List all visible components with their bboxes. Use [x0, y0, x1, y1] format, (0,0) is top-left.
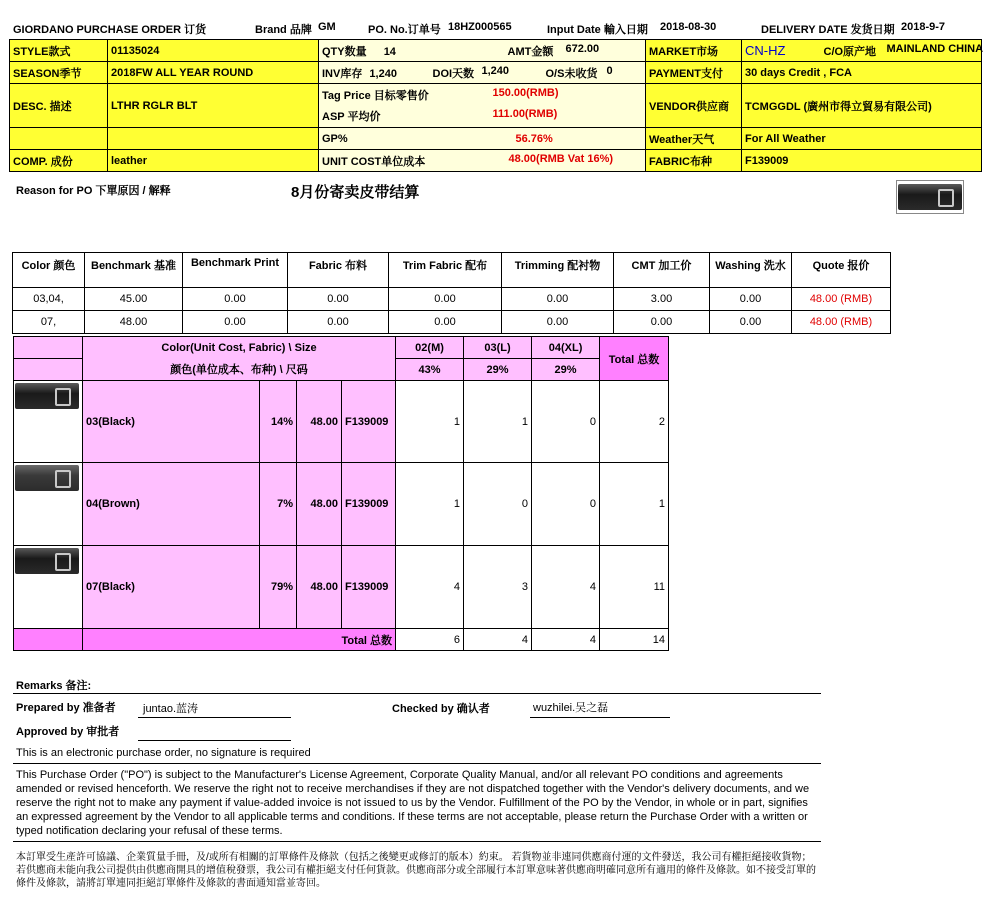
inv-label: INV库存	[322, 67, 363, 80]
inv-value: 1,240	[369, 67, 397, 80]
size-pct-l: 29%	[464, 359, 532, 381]
size-header-xl: 04(XL)	[532, 337, 600, 359]
header-benchmark: Benchmark 基准	[85, 253, 183, 288]
cell-cmt: 3.00	[614, 288, 710, 311]
cell-fabric: 0.00	[288, 311, 389, 334]
unitcost-cell	[319, 150, 646, 172]
cell-trim-fabric: 0.00	[389, 311, 502, 334]
size-total-row	[14, 629, 669, 651]
weather-value: For All Weather	[742, 128, 982, 150]
header-cmt: CMT 加工价	[614, 253, 710, 288]
po-number-label: PO. No.订单号	[368, 24, 441, 36]
brand-label: Brand 品牌	[255, 24, 312, 36]
po-number-value: 18HZ000565	[448, 21, 512, 33]
qty-l: 0	[464, 463, 532, 546]
tag-price-cell	[319, 84, 646, 106]
cell-benchmark: 45.00	[85, 288, 183, 311]
cell-quote: 48.00 (RMB)	[792, 288, 891, 311]
total-m: 6	[396, 629, 464, 651]
divider	[13, 693, 821, 694]
cell-benchmark: 48.00	[85, 311, 183, 334]
signature-line	[530, 717, 670, 718]
color-name: 03(Black)	[83, 381, 260, 463]
delivery-date-value: 2018-9-7	[901, 21, 946, 33]
tag-price-label: Tag Price 目标零售价	[322, 89, 429, 102]
style-value: 01135024	[108, 40, 319, 62]
cell-color: 07,	[13, 311, 85, 334]
electronic-note: This is an electronic purchase order, no signature is required	[16, 747, 311, 759]
style-label: STYLE款式	[10, 40, 108, 62]
header-trim-fabric: Trim Fabric 配布	[389, 253, 502, 288]
checked-value: wuzhilei.吴之磊	[533, 702, 609, 714]
comp-label: COMP. 成份	[10, 150, 108, 172]
doi-value: 1,240	[481, 64, 510, 77]
qty-total: 11	[600, 546, 669, 629]
unitcost-value: 48.00(RMB Vat 16%)	[508, 152, 614, 165]
asp-value: 111.00(RMB)	[492, 108, 558, 121]
qty-l: 3	[464, 546, 532, 629]
qty-l: 1	[464, 381, 532, 463]
market-origin-cell	[742, 40, 982, 62]
weather-label: Weather天气	[646, 128, 742, 150]
cell-washing: 0.00	[710, 311, 792, 334]
season-label: SEASON季节	[10, 62, 108, 84]
delivery-date-label: DELIVERY DATE 发货日期	[761, 24, 895, 36]
remarks-label: Remarks 备注:	[16, 680, 92, 692]
divider	[13, 763, 821, 764]
belt-image	[898, 184, 962, 210]
reason-label: Reason for PO 下單原因 / 解释	[16, 185, 171, 197]
color-image-cell	[14, 546, 83, 629]
size-header-total: Total 总数	[600, 337, 669, 381]
qty-xl: 4	[532, 546, 600, 629]
header-color: Color 颜色	[13, 253, 85, 288]
terms-english: This Purchase Order ("PO") is subject to the Manufacturer's License Agreement, Corporate Quality Manual, and/or all relevant PO conditions and agreements amended or revised henceforth. We reserve the right not to receive merchandises if they are not dispatched together with the Vendor's delivery documents, and we reserve the right not to make any payment if value-added invoice is not issued to us by the Vendor. Fulfillment of the PO by the Vendor, in whole or in part, signifies an expressed agreement by the Vendor to all applicable terms and conditions. If these terms are not acceptable, please return the Purchase Order with a written or typed notification declaring your refusal of these terms.	[16, 769, 810, 837]
size-row	[14, 381, 669, 463]
size-row	[14, 463, 669, 546]
cell-fabric: 0.00	[288, 288, 389, 311]
cell-trimming: 0.00	[502, 311, 614, 334]
input-date-label: Input Date 輸入日期	[547, 24, 648, 36]
vendor-label: VENDOR供应商	[646, 84, 742, 128]
signature-line	[138, 740, 291, 741]
desc-label: DESC. 描述	[10, 84, 108, 128]
header-trimming: Trimming 配衬物	[502, 253, 614, 288]
header-quote: Quote 报价	[792, 253, 891, 288]
reason-value: 8月份寄卖皮带结算	[291, 184, 420, 201]
header-fabric: Fabric 布料	[288, 253, 389, 288]
prepared-label: Prepared by 准备者	[16, 702, 116, 714]
os-label: O/S未收货	[545, 67, 598, 80]
os-value: 0	[606, 64, 613, 77]
qty-amt-cell	[319, 40, 646, 62]
color-cost: 48.00	[297, 463, 342, 546]
info-table	[9, 39, 982, 172]
header-washing: Washing 洗水	[710, 253, 792, 288]
cell-washing: 0.00	[710, 288, 792, 311]
amt-label: AMT金额	[507, 45, 554, 58]
blank-label	[10, 128, 108, 150]
comp-value: leather	[108, 150, 319, 172]
qty-value: 14	[383, 45, 396, 58]
signature-line	[138, 717, 291, 718]
color-image-cell	[14, 381, 83, 463]
fabric-value: F139009	[742, 150, 982, 172]
color-pct: 14%	[260, 381, 297, 463]
qty-total: 1	[600, 463, 669, 546]
approved-label: Approved by 审批者	[16, 726, 120, 738]
size-header-m: 02(M)	[396, 337, 464, 359]
cell-cmt: 0.00	[614, 311, 710, 334]
divider	[13, 841, 821, 842]
qty-m: 4	[396, 546, 464, 629]
size-header-l: 03(L)	[464, 337, 532, 359]
vendor-value: TCMGGDL (廣州市得立貿易有限公司)	[742, 84, 982, 128]
total-blank	[14, 629, 83, 651]
market-label: MARKET市场	[646, 40, 742, 62]
blank-value	[108, 128, 319, 150]
qty-m: 1	[396, 381, 464, 463]
size-header-blank	[14, 359, 83, 381]
asp-label: ASP 平均价	[322, 111, 381, 124]
po-title: GIORDANO PURCHASE ORDER 订货	[13, 24, 207, 36]
size-header-blank	[14, 337, 83, 359]
header-benchmark-print: Benchmark Print	[183, 253, 288, 288]
prepared-value: juntao.蓝涛	[143, 703, 199, 715]
gp-value: 56.76%	[515, 132, 553, 145]
color-cost: 48.00	[297, 546, 342, 629]
inv-cell	[319, 62, 646, 84]
total-label: Total 总数	[83, 629, 396, 651]
cost-table	[12, 252, 891, 334]
total-l: 4	[464, 629, 532, 651]
size-pct-xl: 29%	[532, 359, 600, 381]
size-row	[14, 546, 669, 629]
doi-label: DOI天数	[432, 67, 475, 80]
origin-value: MAINLAND CHINA	[886, 43, 984, 55]
color-cost: 48.00	[297, 381, 342, 463]
asp-cell	[319, 106, 646, 128]
brand-value: GM	[318, 21, 336, 33]
tag-price-value: 150.00(RMB)	[492, 86, 559, 99]
total-all: 14	[600, 629, 669, 651]
size-pct-m: 43%	[396, 359, 464, 381]
color-fabric: F139009	[342, 463, 396, 546]
qty-m: 1	[396, 463, 464, 546]
cost-row	[13, 311, 891, 334]
color-fabric: F139009	[342, 546, 396, 629]
checked-label: Checked by 确认者	[392, 703, 490, 715]
cell-benchmark-print: 0.00	[183, 288, 288, 311]
product-thumbnail	[896, 180, 964, 214]
terms-chinese: 本訂單受生產許可協議、企業質量手冊，及/或所有相關的訂單條件及條款（包括之後變更或修訂的版本）約束。 若貨物並非連同供應商付運的文件發送，我公司有權拒絕接收貨物；若供應商未能向我公司提供由供應商開具的增值稅發票，我公司有權拒絕支付任何貨款。供應商部分或全部履行本訂單意味著供應商明確同意所有適用的條件及條款。如不接受訂單的條件及條款，請將訂單連同拒絕訂單條件及條款的書面通知當並寄回。	[16, 852, 816, 889]
total-xl: 4	[532, 629, 600, 651]
gp-cell	[319, 128, 646, 150]
payment-value: 30 days Credit , FCA	[742, 62, 982, 84]
qty-xl: 0	[532, 463, 600, 546]
cell-quote: 48.00 (RMB)	[792, 311, 891, 334]
qty-total: 2	[600, 381, 669, 463]
market-value: CN-HZ	[745, 43, 786, 58]
cost-row	[13, 288, 891, 311]
cell-trim-fabric: 0.00	[389, 288, 502, 311]
belt-image	[15, 465, 79, 491]
color-name: 04(Brown)	[83, 463, 260, 546]
color-pct: 79%	[260, 546, 297, 629]
color-name: 07(Black)	[83, 546, 260, 629]
color-image-cell	[14, 463, 83, 546]
gp-label: GP%	[322, 132, 348, 145]
origin-label: C/O原产地	[823, 46, 877, 58]
cost-header-row	[13, 253, 891, 288]
amt-value: 672.00	[565, 42, 600, 55]
desc-value: LTHR RGLR BLT	[108, 84, 319, 128]
cell-trimming: 0.00	[502, 288, 614, 311]
cell-color: 03,04,	[13, 288, 85, 311]
belt-image	[15, 383, 79, 409]
payment-label: PAYMENT支付	[646, 62, 742, 84]
size-table	[13, 336, 669, 651]
color-pct: 7%	[260, 463, 297, 546]
qty-xl: 0	[532, 381, 600, 463]
size-header-title-cn: 颜色(单位成本、布种) \ 尺码	[83, 359, 396, 381]
cell-benchmark-print: 0.00	[183, 311, 288, 334]
unitcost-label: UNIT COST单位成本	[322, 155, 426, 168]
qty-label: QTY数量	[322, 45, 367, 58]
fabric-label: FABRIC布种	[646, 150, 742, 172]
size-header-title-en: Color(Unit Cost, Fabric) \ Size	[83, 337, 396, 359]
input-date-value: 2018-08-30	[660, 21, 717, 33]
belt-image	[15, 548, 79, 574]
season-value: 2018FW ALL YEAR ROUND	[108, 62, 319, 84]
color-fabric: F139009	[342, 381, 396, 463]
